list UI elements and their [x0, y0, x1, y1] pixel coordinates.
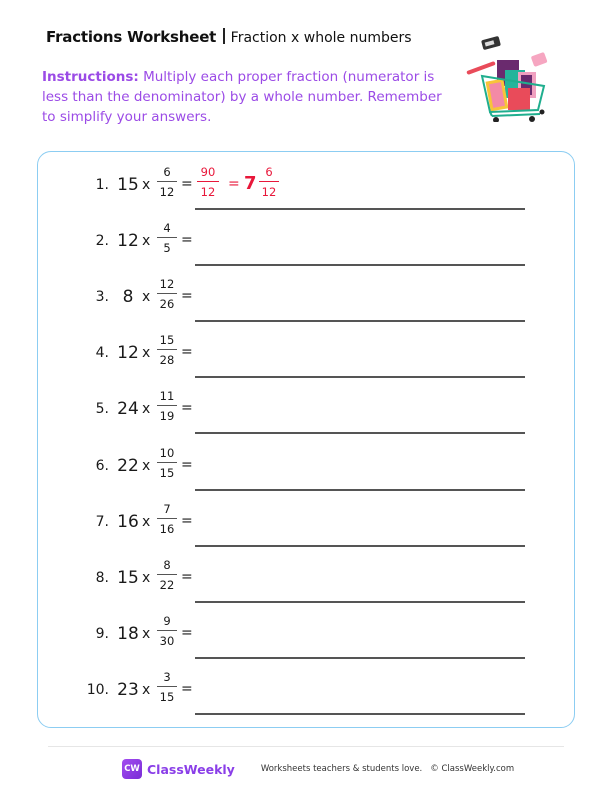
fraction [157, 446, 177, 480]
whole-number: 15 [117, 568, 139, 588]
problem-number: 2. [95, 233, 109, 249]
equals-sign: = [181, 232, 193, 248]
instructions [42, 67, 442, 127]
equals-sign: = [181, 344, 193, 360]
problem-1 [0, 165, 612, 209]
denominator: 19 [159, 409, 175, 423]
fraction [157, 389, 177, 423]
problem-4 [0, 333, 612, 377]
worksheet-title: Fractions Worksheet [46, 28, 217, 46]
answer-line[interactable] [195, 657, 525, 659]
whole-number: 15 [117, 175, 139, 195]
problem-3 [0, 277, 612, 321]
whole-number: 18 [117, 624, 139, 644]
times-sign: x [142, 570, 151, 586]
answer-mixed-fraction-bar [259, 181, 279, 182]
fraction-bar [157, 237, 177, 238]
problem-number: 4. [95, 345, 109, 361]
numerator: 3 [163, 670, 171, 684]
problem-number: 6. [95, 458, 109, 474]
problem-number: 3. [95, 289, 109, 305]
equals-sign: = [181, 569, 193, 585]
denominator: 26 [159, 297, 175, 311]
fraction-bar [157, 630, 177, 631]
answer-line[interactable] [195, 320, 525, 322]
answer-mixed-denominator: 12 [261, 185, 277, 199]
problem-2 [0, 221, 612, 265]
fraction [157, 277, 177, 311]
whole-number: 8 [122, 287, 134, 307]
equals-sign: = [181, 681, 193, 697]
equals-sign: = [181, 400, 193, 416]
numerator: 6 [163, 165, 171, 179]
instructions-text: Multiply each proper fraction (numerator is less than the denominator) by a whole number. Remember to simplify your answers. [42, 69, 442, 125]
problem-7 [0, 502, 612, 546]
problem-number: 7. [95, 514, 109, 530]
worksheet-header [46, 28, 412, 46]
times-sign: x [142, 345, 151, 361]
numerator: 10 [159, 446, 175, 460]
answer-fraction-bar [197, 181, 219, 182]
footer [122, 758, 514, 780]
equals-sign: = [181, 457, 193, 473]
fraction-bar [157, 405, 177, 406]
answer-mixed-fraction [259, 165, 279, 199]
answer-improper-fraction [197, 165, 219, 199]
title-separator [223, 28, 225, 44]
denominator: 22 [159, 578, 175, 592]
fraction [157, 165, 177, 199]
problem-6 [0, 446, 612, 490]
denominator: 15 [159, 690, 175, 704]
answer-line[interactable] [195, 601, 525, 603]
fraction-bar [157, 574, 177, 575]
fraction [157, 558, 177, 592]
fraction-bar [157, 181, 177, 182]
denominator: 5 [163, 241, 171, 255]
problem-5 [0, 389, 612, 433]
problem-number: 8. [95, 570, 109, 586]
problem-10 [0, 670, 612, 714]
times-sign: x [142, 401, 151, 417]
equals-sign: = [181, 288, 193, 304]
problem-number: 5. [95, 401, 109, 417]
problem-number: 10. [86, 682, 109, 698]
times-sign: x [142, 514, 151, 530]
whole-number: 12 [117, 231, 139, 251]
fraction-bar [157, 462, 177, 463]
equals-sign: = [181, 513, 193, 529]
answer-line[interactable] [195, 713, 525, 715]
denominator: 15 [159, 466, 175, 480]
fraction [157, 333, 177, 367]
problem-number: 9. [95, 626, 109, 642]
fraction-bar [157, 518, 177, 519]
shopping-cart-with-bags-icon [460, 30, 560, 122]
fraction-bar [157, 686, 177, 687]
times-sign: x [142, 289, 151, 305]
numerator: 8 [163, 558, 171, 572]
times-sign: x [142, 626, 151, 642]
numerator: 11 [159, 389, 175, 403]
fraction [157, 670, 177, 704]
worksheet-subtitle: Fraction x whole numbers [230, 30, 412, 46]
answer-line[interactable] [195, 432, 525, 434]
equals-sign: = [181, 176, 193, 192]
times-sign: x [142, 458, 151, 474]
answer-line[interactable] [195, 208, 525, 210]
fraction [157, 221, 177, 255]
whole-number: 22 [117, 456, 139, 476]
classweekly-logo-icon: CW [122, 759, 142, 779]
numerator: 15 [159, 333, 175, 347]
numerator: 4 [163, 221, 171, 235]
problem-number: 1. [95, 177, 109, 193]
answer-line[interactable] [195, 264, 525, 266]
denominator: 30 [159, 634, 175, 648]
instructions-lead: Instructions: [42, 69, 139, 85]
answer-numerator: 90 [200, 165, 216, 179]
denominator: 12 [159, 185, 175, 199]
whole-number: 23 [117, 680, 139, 700]
answer-equals-sign: = [228, 176, 240, 192]
answer-mixed-numerator: 6 [265, 165, 273, 179]
footer-tagline: Worksheets teachers & students love. [260, 764, 423, 774]
denominator: 28 [159, 353, 175, 367]
footer-divider [48, 746, 564, 747]
numerator: 7 [163, 502, 171, 516]
answer-line[interactable] [195, 545, 525, 547]
fraction-bar [157, 349, 177, 350]
whole-number: 16 [117, 512, 139, 532]
whole-number: 12 [117, 343, 139, 363]
fraction [157, 502, 177, 536]
numerator: 12 [159, 277, 175, 291]
footer-copyright: © ClassWeekly.com [430, 764, 515, 774]
answer-denominator: 12 [200, 185, 216, 199]
answer-line[interactable] [195, 376, 525, 378]
answer-line[interactable] [195, 489, 525, 491]
times-sign: x [142, 233, 151, 249]
denominator: 16 [159, 522, 175, 536]
whole-number: 24 [117, 399, 139, 419]
fraction-bar [157, 293, 177, 294]
problem-8 [0, 558, 612, 602]
brand-name: ClassWeekly [147, 761, 235, 777]
problem-9 [0, 614, 612, 658]
numerator: 9 [163, 614, 171, 628]
equals-sign: = [181, 625, 193, 641]
answer-mixed-whole: 7 [244, 173, 257, 194]
times-sign: x [142, 682, 151, 698]
fraction [157, 614, 177, 648]
times-sign: x [142, 177, 151, 193]
